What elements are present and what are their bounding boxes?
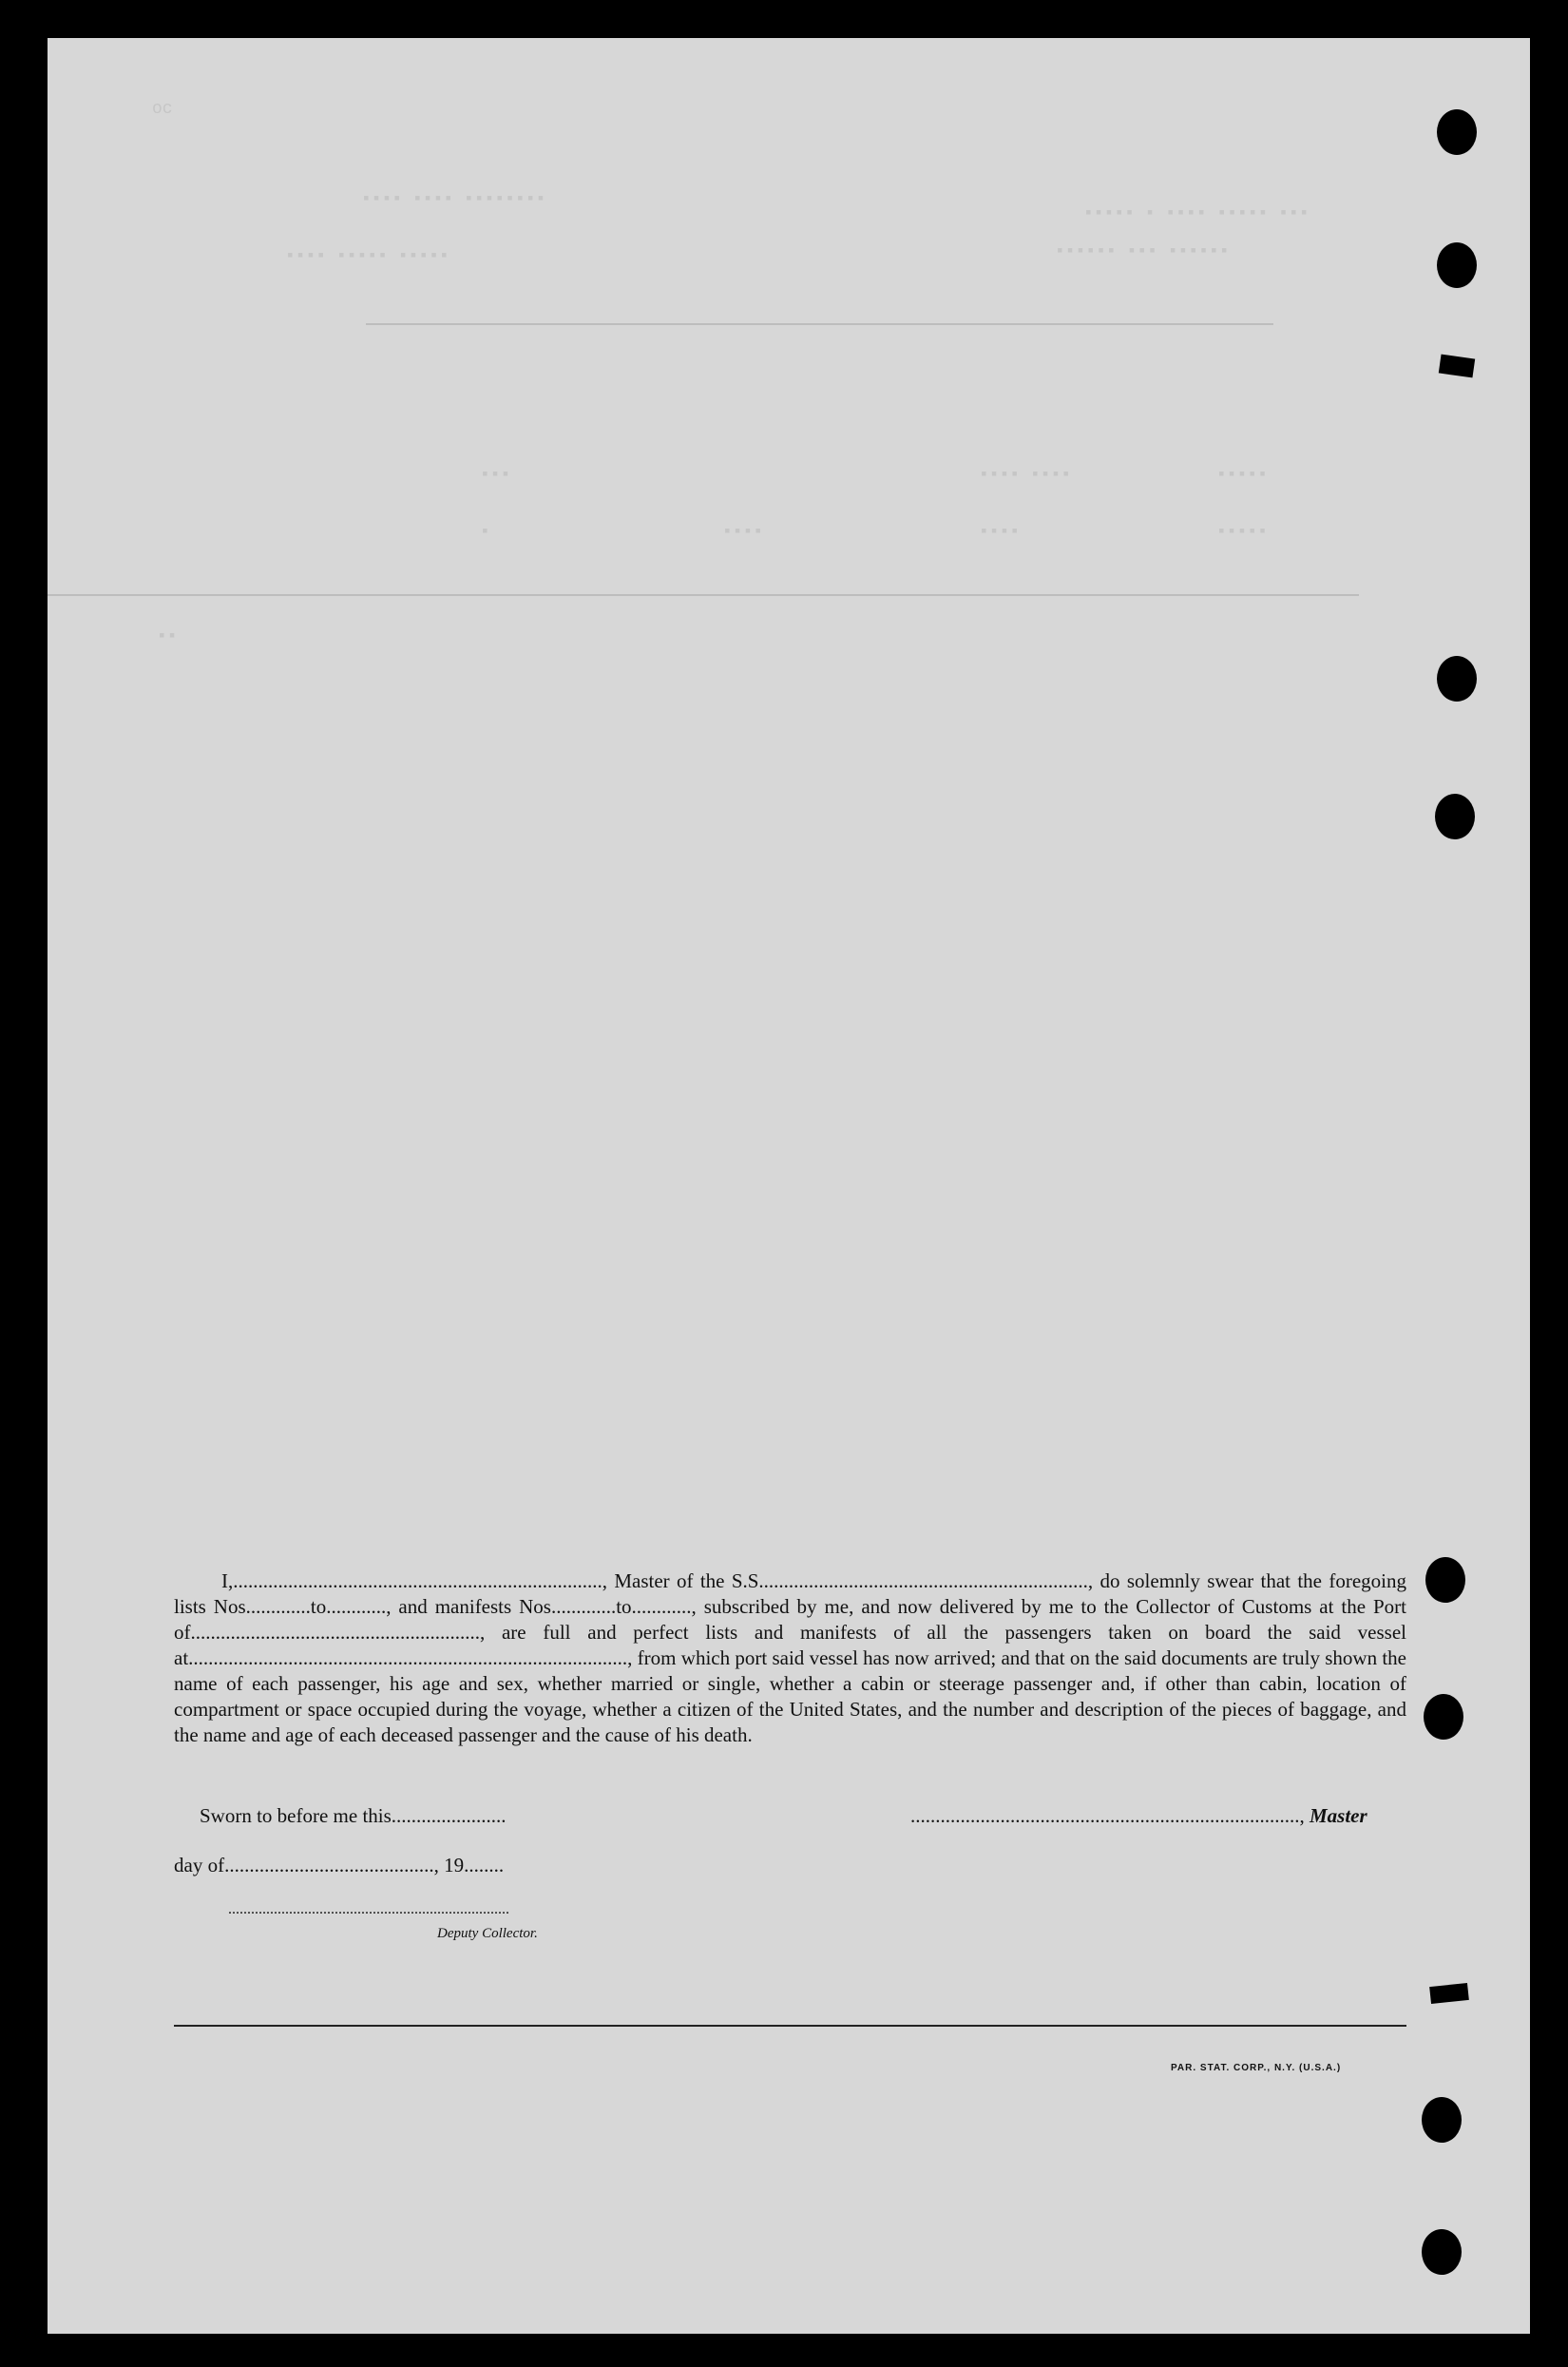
bleed-through-mark: ▪▪▪▪ bbox=[722, 523, 764, 542]
bleed-through-mark: ▪▪▪▪▪ bbox=[1216, 523, 1269, 542]
bleed-through-mark: ▪▪▪▪ ▪▪▪▪ bbox=[979, 466, 1072, 485]
punch-hole bbox=[1422, 2229, 1462, 2275]
sworn-line: Sworn to before me this....................... bbox=[200, 1804, 507, 1827]
punch-hole bbox=[1435, 794, 1475, 839]
deputy-signature-dots: .......................................................................... bbox=[228, 1901, 509, 1917]
bleed-through-mark: oc bbox=[152, 100, 173, 119]
punch-hole bbox=[1437, 656, 1477, 702]
punch-hole bbox=[1424, 1694, 1463, 1740]
bleed-through-mark: ▪▪▪ bbox=[480, 466, 511, 485]
bleed-through-mark: ▪▪▪▪ ▪▪▪▪ ▪▪▪▪▪▪▪▪ bbox=[361, 190, 546, 209]
bleed-through-mark: ▪▪▪▪▪ bbox=[1216, 466, 1269, 485]
master-signature-dots: .............................................................................., bbox=[910, 1804, 1305, 1827]
bleed-through-rule bbox=[366, 323, 1273, 325]
punch-hole bbox=[1422, 2097, 1462, 2143]
punch-hole bbox=[1437, 242, 1477, 288]
bleed-through-mark: ▪▪ bbox=[157, 627, 178, 646]
punch-hole bbox=[1425, 1557, 1465, 1603]
manifest-back-page bbox=[48, 38, 1530, 2334]
deputy-collector-label: Deputy Collector. bbox=[437, 1926, 538, 1941]
day-of-line: day of.........................................., 19........ bbox=[174, 1854, 505, 1876]
bleed-through-mark: ▪ bbox=[480, 523, 490, 542]
bleed-through-mark: ▪▪▪▪ bbox=[979, 523, 1021, 542]
bleed-through-mark: ▪▪▪▪▪ ▪ ▪▪▪▪ ▪▪▪▪▪ ▪▪▪ bbox=[1083, 204, 1310, 223]
master-signature-line bbox=[910, 1804, 1367, 1828]
punch-hole bbox=[1437, 109, 1477, 155]
bleed-through-rule bbox=[48, 594, 1359, 596]
bottom-rule bbox=[174, 2025, 1406, 2027]
oath-text: I,.........................................................................., Master of the S.S.................................................................., do solemnly swear that the foregoing lists Nos.............to............, and manifests Nos.............to............, subscribed by me, and now delivered by me to the Collector of Customs at the Port of.........................................................., are full and perfect lists and manifests of all the passengers taken on board the said vessel at........................................................................................, from which port said vessel has now arrived; and that on the said documents are truly shown the name of each passenger, his age and sex, whether married or single, whether a cabin or steerage passenger and, if other than cabin, location of compartment or space occupied during the voyage, whether a citizen of the United States, and the number and description of the pieces of baggage, and the name and age of each deceased passenger and the cause of his death. bbox=[174, 1569, 1406, 1746]
master-label: Master bbox=[1310, 1804, 1367, 1827]
bleed-through-mark: ▪▪▪▪▪▪ ▪▪▪ ▪▪▪▪▪▪ bbox=[1055, 242, 1230, 261]
master-oath-paragraph bbox=[174, 1568, 1406, 1748]
bleed-through-mark: ▪▪▪▪ ▪▪▪▪▪ ▪▪▪▪▪ bbox=[285, 247, 449, 266]
printer-imprint: PAR. STAT. CORP., N.Y. (U.S.A.) bbox=[1171, 2063, 1342, 2073]
